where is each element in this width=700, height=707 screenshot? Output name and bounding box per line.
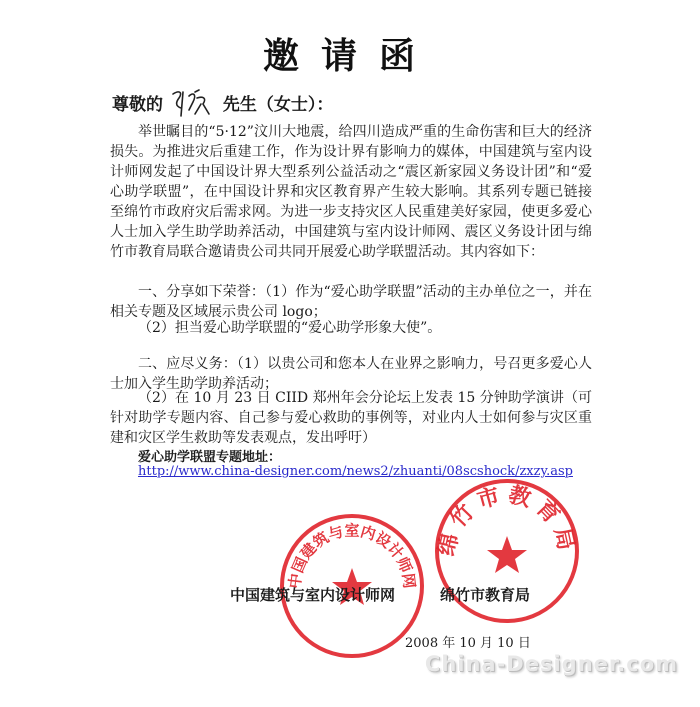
link-label: 爱心助学联盟专题地址： [138,450,282,465]
salutation-prefix: 尊敬的 [112,95,163,115]
duty-item-2: （2）在 10 月 23 日 CIID 郑州年会分论坛上发表 15 分钟助学演讲（可针对助学专题内容、自己参与爱心救助的事例等，对业内人士如何参与灾区重建和灾区学生救助等发表观点，发出呼吁） [110,390,592,446]
duty-item-1: 二、应尽义务：（1）以贵公司和您本人在业界之影响力，号召更多爱心人士加入学生助学助养活动； [110,356,592,392]
seal-left-text: 中国建筑与室内设计师网 [285,521,419,590]
honor-item-2: （2）担当爱心助学联盟的“爱心助学形象大使”。 [138,320,442,336]
honor-item-1: 一、分享如下荣誉：（1）作为“爱心助学联盟”活动的主办单位之一，并在相关专题及区域展示贵公司 logo； [110,284,592,320]
seal-right-star-icon [487,536,527,573]
topic-link[interactable]: http://www.china-designer.com/news2/zhuanti/08scshock/zxzy.asp [138,464,573,479]
invitation-title: 邀请函 [262,35,437,77]
left-organization-signature: 中国建筑与室内设计师网 [230,586,396,604]
body-paragraph-1: 举世瞩目的“5·12”汶川大地震，给四川造成严重的生命伤害和巨大的经济损失。为推进灾后重建工作，作为设计界有影响力的媒体，中国建筑与室内设计师网发起了中国设计界大型系列公益活动之“震区新家园义务设计团”和“爱心助学联盟”，在中国设计界和灾区教育界产生较大影响。其系列专题已链接至绵竹市政府灾后需求网。为进一步支持灾区人民重建美好家园，使更多爱心人士加入学生助学助养活动，中国建筑与室内设计师网、震区义务设计团与绵竹市教育局联合邀请贵公司共同开展爱心助学联盟活动。其内容如下： [110,124,592,260]
handwritten-signature [169,86,217,120]
seal-right-text: 绵竹市教育局 [434,482,580,559]
right-organization-signature: 绵竹市教育局 [440,586,531,604]
salutation [112,86,333,120]
salutation-suffix: 先生（女士）： [222,95,334,115]
watermark: China-Designer.com [424,652,678,676]
issue-date: 2008 年 10 月 10 日 [405,636,531,651]
